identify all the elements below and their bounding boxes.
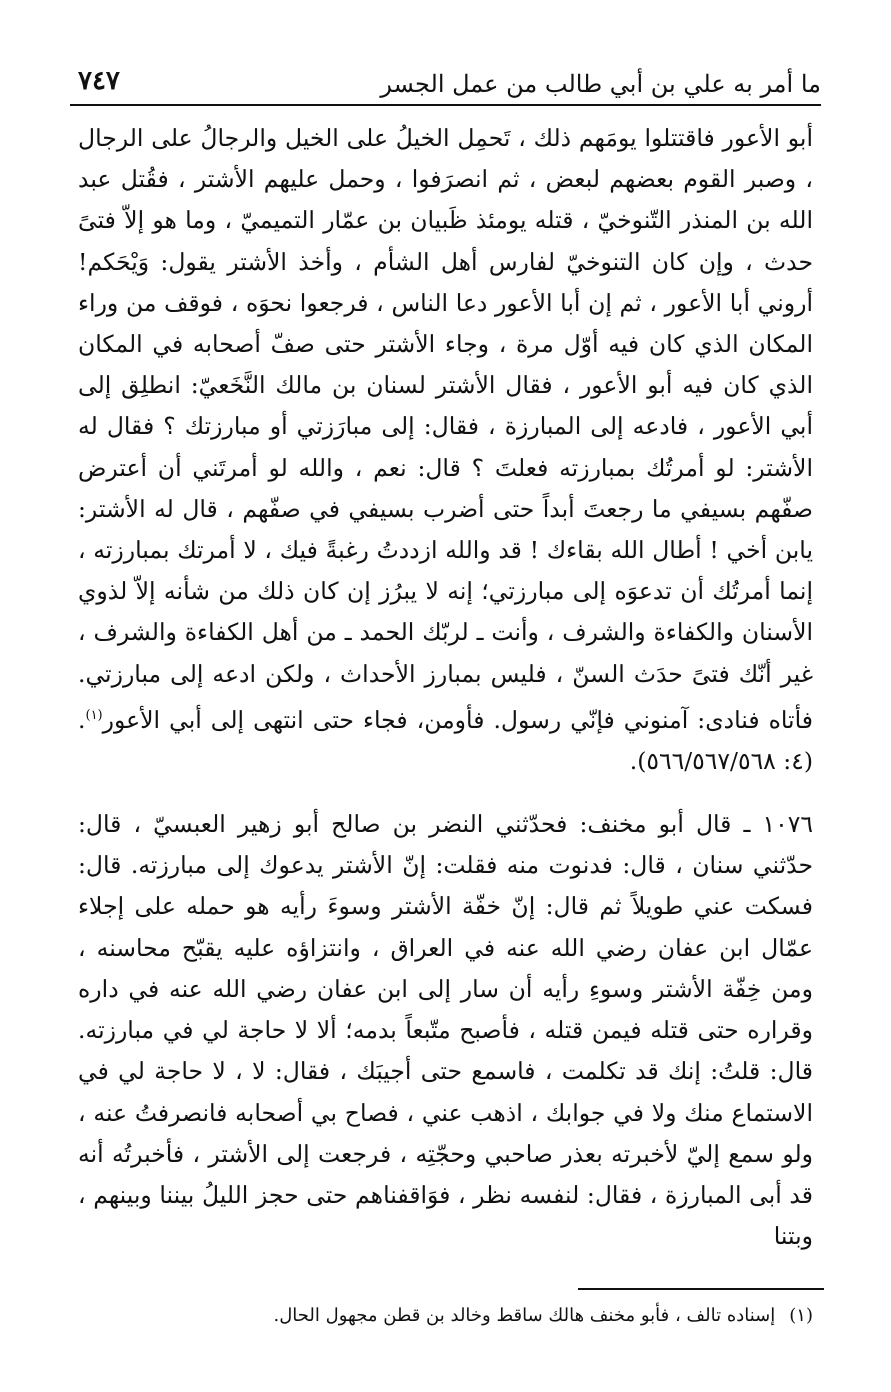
paragraph-text: أبو الأعور فاقتتلوا يومَهم ذلك ، تَحمِل الخيلُ على الخيل والرجالُ على الرجال ، وصبر القوم بعضهم لبعض ، ثم انصرَفوا ، وحمل عليهم الأشتر ، فقُتل عبد الله بن المنذر التّنوخيّ ، قتله يومئذ ظَبيان بن عمّار التميميّ ، وما هو إلاّ فتىً حدث ، وإن كان التنوخيّ لفارس أهل الشأم ، وأخذ الأشتر يقول: وَيْحَكم! أروني أبا الأعور ، ثم إن أبا الأعور دعا الناس ، فرجعوا نحوَه ، فوقف من وراء المكان الذي كان فيه أوّل مرة ، وجاء الأشتر حتى صفّ أصحابه في المكان الذي كان فيه أبو الأعور ، فقال الأشتر لسنان بن مالك النَّخَعيّ: انطلِق إلى أبي الأعور ، فادعه إلى المبارزة ، فقال: إلى مبارَزتي أو مبارزتك ؟ فقال له الأشتر: لو أمرتُك بمبارزته فعلتَ ؟ قال: نعم ، والله لو أمرتَني أن أعترض صفّهم بسيفي ما رجعتَ أبداً حتى أضرب بسيفي في صفّهم ، قال له الأشتر: يابن أخي ! أطال الله بقاءك ! قد والله ازددتُ رغبةً فيك ، لا أمرتك بمبارزته ، إنما أمرتُك أن تدعوَه إلى مبارزتي؛ إنه لا يبرُز إن كان ذلك من شأنه إلاّ لذوي الأسنان والكفاءة والشرف ، وأنت ـ لربّك الحمد ـ من أهل الكفاءة والشرف ، غير أنّك فتىً حدَث السنّ ، فليس بمبارز الأحداث ، ولكن ادعه إلى مبارزتي. فأتاه فنادى: آمنوني فإنّي رسول. فأومن، فجاء حتى انتهى إلى أبي الأعور	[78, 124, 813, 734]
paragraph	[78, 118, 813, 782]
footnote-divider	[578, 1288, 824, 1290]
footnote-text: إسناده تالف ، فأبو مخنف هالك ساقط وخالد بن قطن مجهول الحال.	[273, 1305, 776, 1326]
running-title: ما أمر به علي بن أبي طالب من عمل الجسر	[380, 70, 821, 98]
footnote	[78, 1302, 813, 1330]
footnote-marker: (١)	[789, 1305, 813, 1326]
citation: . (٤: ٥٦٦/٥٦٧/٥٦٨).	[78, 705, 813, 775]
paragraph: ١٠٧٦ ـ قال أبو مخنف: فحدّثني النضر بن صالح أبو زهير العبسيّ ، قال: حدّثني سنان ، قال: فدنوت منه فقلت: إنّ الأشتر يدعوك إلى مبارزته. قال: فسكت عني طويلاً ثم قال: إنّ خفّة الأشتر وسوءَ رأيه هو حمله على إجلاء عمّال ابن عفان رضي الله عنه في العراق ، وانتزاؤه عليه يقبّح محاسنه ، ومن خِفّة الأشتر وسوءِ رأيه أن سار إلى ابن عفان رضي الله عنه في داره وقراره حتى قتله فيمن قتله ، فأصبح متّبعاً بدمه؛ ألا لا حاجة لي في مبارزته. قال: قلتُ: إنك قد تكلمت ، فاسمع حتى أجيبَك ، فقال: لا ، لا حاجة لي في الاستماع منك ولا في جوابك ، اذهب عني ، فصاح بي أصحابه فانصرفتُ عنه ، ولو سمع إليّ لأخبرته بعذر صاحبي وحجّتِه ، فرجعت إلى الأشتر ، فأخبرتُه أنه قد أبى المبارزة ، فقال: لنفسه نظر ، فوَاقفناهم حتى حجز الليلُ بيننا وبينهم ، وبتنا	[78, 810, 813, 1251]
footnote-reference: (١)	[85, 707, 103, 723]
page-header	[70, 64, 821, 106]
page-number: ٧٤٧	[78, 66, 120, 96]
main-text	[78, 118, 813, 1257]
